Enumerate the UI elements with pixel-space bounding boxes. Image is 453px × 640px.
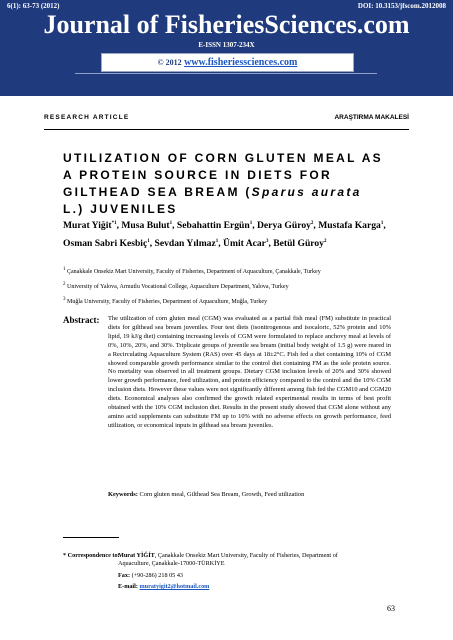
author-separator: , bbox=[172, 220, 177, 232]
affiliation bbox=[63, 280, 393, 292]
author bbox=[177, 220, 257, 231]
author-separator: , bbox=[313, 220, 319, 232]
author-affiliation-mark: 1 bbox=[215, 239, 219, 245]
affiliation-text: University of Yalova, Armutlu Vocational College, Aquaculture Department, Yalova, Turkey bbox=[67, 284, 289, 290]
abstract-label: Abstract: bbox=[63, 315, 100, 325]
author-name: Sevdan Yılmaz bbox=[154, 238, 216, 250]
author-name: Ümit Acar bbox=[223, 238, 266, 250]
author-separator: , bbox=[116, 220, 122, 232]
species-name: Sparus aurata bbox=[251, 185, 362, 199]
author-name: Murat Yiğit bbox=[63, 220, 112, 232]
keywords-text: Corn gluten meal, Gilthead Sea Bream, Growth, Feed utilization bbox=[139, 491, 305, 498]
website-box bbox=[101, 53, 354, 72]
author-name: Osman Sabri Kesbiç bbox=[63, 238, 148, 250]
author-separator: , bbox=[149, 238, 155, 250]
affiliation-text: Muğla University, Faculty of Fisheries, Department of Aquaculture, Muğla, Turkey bbox=[67, 299, 268, 305]
author-separator: , bbox=[218, 238, 224, 250]
author-name: Mustafa Karga bbox=[318, 220, 381, 232]
section-divider bbox=[44, 129, 409, 130]
keywords bbox=[108, 490, 391, 499]
correspondence-address-text: , Çanakkale Onsekiz Mart University, Faculty of Fisheries, Department of Aquaculture, Çanakkale-17000-TÜRKİYE bbox=[118, 552, 338, 567]
author-affiliation-mark: 1 bbox=[249, 221, 253, 226]
arastirma-makalesi-label: ARAŞTIRMA MAKALESİ bbox=[334, 114, 409, 121]
author bbox=[318, 220, 386, 231]
author-name: Sebahattin Ergün bbox=[176, 220, 250, 232]
affiliation-number: 2 bbox=[63, 282, 66, 287]
author bbox=[63, 220, 121, 231]
author-list bbox=[63, 216, 393, 252]
author bbox=[223, 238, 273, 249]
email-line bbox=[118, 583, 209, 590]
header-rule bbox=[75, 73, 377, 74]
abstract-text: The utilization of corn gluten meal (CGM) was evaluated as a partial fish meal (FM) substitute in practical diets for gilthead sea bream juveniles. Four test diets (isonitrogenous and isocaloric, 52% protein and 10% lipid, 19 kJ/g diet) containing increasing levels of CGM were formulated to replace anchovy meal at levels of 0%, 10%, 20%, and 30%. Triplicate groups of juvenile sea bream (initial body weight of 1.5 g) were reared in a Recirculating Aquaculture System (RAS) over 45 days at 18±2°C. Fish fed a diet containing 10% of CGM showed comparable growth performance similar to the control diet containing FM as the sole protein source. No mortality was observed in all treatment groups. Dietary CGM inclusion levels of 20% and 30% showed lower growth performance, feed utilization, and protein efficiency compared to the control and the 10% CGM inclusion diets. However these values were not significantly different among fish fed the CGM10 and CGM20 diets. Economical analyses also confirmed the growth related experimental results in terms of best profit obtained with the 10% CGM inclusion diet. Results in the present study showed that CGM alone without any amino acid supplements can substitute FM up to 10% with no adverse effects on growth performance, feed utilization, or economical inputs in gilthead sea bream juveniles. bbox=[108, 315, 391, 429]
keywords-label: Keywords: bbox=[108, 491, 138, 498]
journal-title: Journal of FisheriesSciences.com bbox=[43, 10, 410, 39]
correspondence-label: * Correspondence to: bbox=[63, 552, 120, 559]
title-part-1: UTILIZATION OF CORN GLUTEN MEAL AS A PROTEIN SOURCE IN DIETS FOR GILTHEAD SEA BREAM ( bbox=[63, 151, 383, 199]
author-separator: , bbox=[383, 220, 386, 232]
website-link[interactable]: www.fisheriessciences.com bbox=[184, 57, 298, 68]
author-name: Musa Bulut bbox=[121, 220, 170, 232]
fax-label: Fax: bbox=[118, 572, 131, 579]
affiliation-text: Çanakkale Onsekiz Mart University, Faculty of Fisheries, Department of Aquaculture, Çanakkale, Turkey bbox=[67, 269, 321, 275]
research-article-label: RESEARCH ARTICLE bbox=[44, 114, 130, 121]
affiliation-number: 3 bbox=[63, 297, 66, 302]
journal-header-band bbox=[0, 0, 453, 96]
article-type-bar bbox=[44, 114, 409, 124]
author-separator: , bbox=[268, 238, 274, 250]
email-label: E-mail: bbox=[118, 583, 138, 590]
author bbox=[63, 238, 155, 249]
affiliation bbox=[63, 265, 393, 277]
issue-info: 6(1): 63-73 (2012) bbox=[7, 2, 60, 10]
eissn: E-ISSN 1307-234X bbox=[198, 41, 255, 49]
affiliation bbox=[63, 295, 393, 307]
author-affiliation-mark: *1 bbox=[111, 221, 117, 226]
author-name: Derya Güroy bbox=[257, 220, 311, 232]
fax-number: (+90-286) 218 05 43 bbox=[131, 572, 184, 579]
author-affiliation-mark: 1 bbox=[380, 221, 384, 226]
author-name: Betül Güroy bbox=[273, 238, 324, 250]
email-link[interactable]: muratyigit2@hotmail.com bbox=[139, 583, 210, 590]
correspondence-address bbox=[118, 552, 368, 568]
author bbox=[155, 238, 224, 249]
author bbox=[257, 220, 318, 231]
author-affiliation-mark: 2 bbox=[310, 221, 314, 226]
copyright: © 2012 bbox=[157, 58, 182, 67]
footnote-rule bbox=[63, 537, 119, 538]
affiliation-number: 1 bbox=[63, 267, 66, 272]
author bbox=[273, 238, 326, 249]
article-title bbox=[63, 150, 383, 218]
fax-line bbox=[118, 572, 183, 579]
page-number: 63 bbox=[387, 604, 395, 613]
author-separator: , bbox=[252, 220, 257, 232]
doi: DOI: 10.3153/jfscom.2012008 bbox=[357, 2, 446, 10]
correspondence-name: Murat YİĞİT bbox=[118, 552, 155, 559]
author-affiliation-mark: 1 bbox=[147, 239, 150, 245]
author bbox=[121, 220, 177, 231]
author-affiliation-mark: 3 bbox=[265, 239, 269, 245]
affiliation-list bbox=[63, 265, 393, 310]
title-part-2: L.) JUVENILES bbox=[63, 202, 178, 216]
author-affiliation-mark: 1 bbox=[169, 221, 173, 226]
author-affiliation-mark: 2 bbox=[323, 239, 327, 245]
